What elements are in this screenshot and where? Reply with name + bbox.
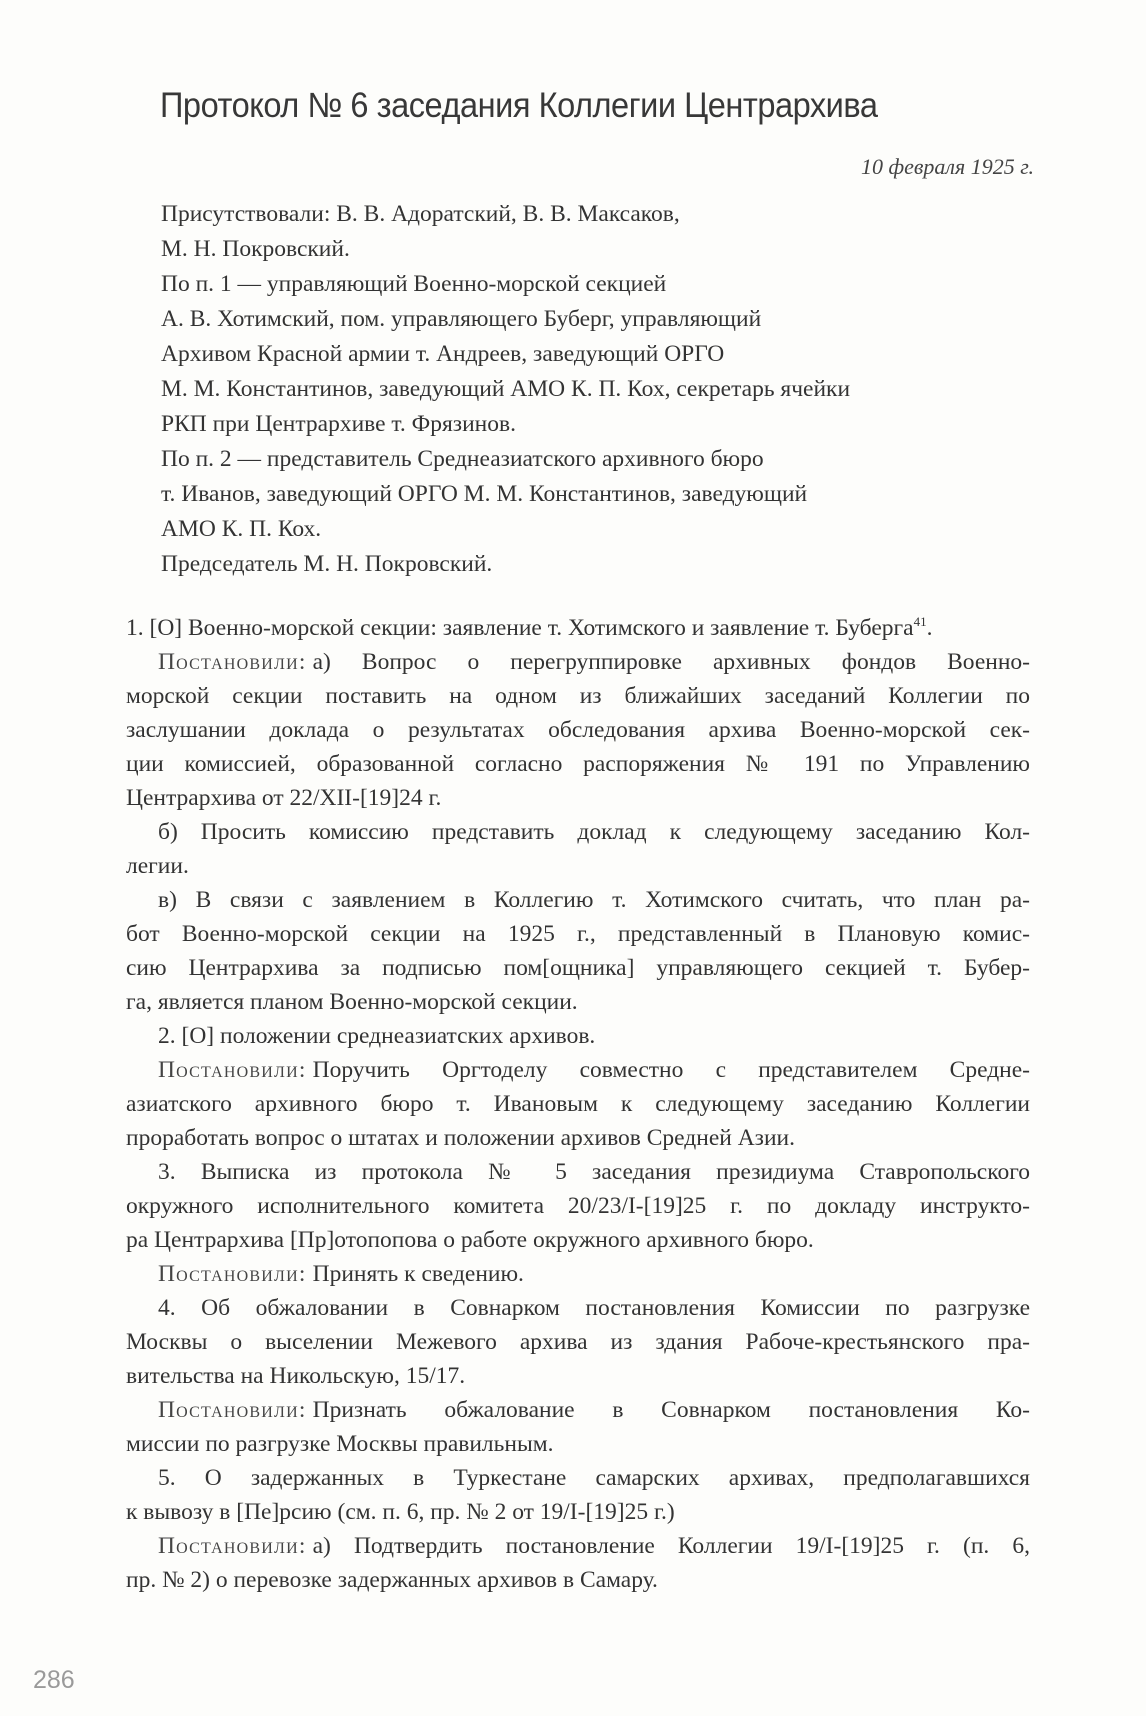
text-line xyxy=(126,1393,1030,1427)
text-line xyxy=(126,1189,1030,1223)
paragraph xyxy=(126,1393,1030,1461)
text-line xyxy=(126,1053,1030,1087)
line-text: азиатского архивного бюро т. Ивановым к следующему заседанию Коллегии xyxy=(126,1091,1030,1117)
resolution-label: Постановили: xyxy=(158,1057,307,1083)
text-line xyxy=(126,1155,1030,1189)
resolution-label: Постановили: xyxy=(158,649,307,675)
text-line xyxy=(126,645,1030,679)
line-text: в) В связи с заявлением в Коллегию т. Хотимского считать, что план ра- xyxy=(158,887,1030,913)
text-line xyxy=(126,1223,1030,1257)
paragraph xyxy=(126,611,1030,645)
line-text: Москвы о выселении Межевого архива из здания Рабоче-крестьянского пра- xyxy=(126,1329,1030,1355)
paragraph xyxy=(126,883,1030,1019)
line-text: Центрархива от 22/XII-[19]24 г. xyxy=(126,785,442,811)
line-text: морской секции поставить на одном из ближайших заседаний Коллегии по xyxy=(126,683,1030,709)
attendee-line: Председатель М. Н. Покровский. xyxy=(161,551,493,577)
line-text: 5. О задержанных в Туркестане самарских архивах, предполагавшихся xyxy=(158,1465,1030,1491)
attendee-line: АМО К. П. Кох. xyxy=(161,516,322,542)
footnote-ref: 41 xyxy=(913,614,927,630)
resolution-label: Постановили: xyxy=(158,1533,307,1559)
text-line xyxy=(126,747,1030,781)
line-text: заслушании доклада о результатах обследования архива Военно-морской сек- xyxy=(126,717,1030,743)
paragraph xyxy=(126,1461,1030,1529)
line-text: 1. [О] Военно-морской секции: заявление т. Хотимского и заявление т. Буберга xyxy=(126,615,914,641)
line-text: сию Центрархива за подписью пом[ощника] управляющего секцией т. Бубер- xyxy=(126,955,1030,981)
line-text: 2. [О] положении среднеазиатских архивов. xyxy=(158,1023,596,1049)
attendee-line: т. Иванов, заведующий ОРГО М. М. Константинов, заведующий xyxy=(161,481,808,507)
text-line xyxy=(126,1461,1030,1495)
line-text: Признать обжалование в Совнарком постановления Ко- xyxy=(312,1397,1030,1423)
line-text: пр. № 2) о перевозке задержанных архивов в Самару. xyxy=(126,1567,658,1593)
text-line xyxy=(126,849,1030,883)
resolution-label: Постановили: xyxy=(158,1397,307,1423)
attendee-line: По п. 1 — управляющий Военно-морской секцией xyxy=(161,271,667,297)
line-text: Поручить Оргтоделу совместно с представителем Средне- xyxy=(312,1057,1030,1083)
document-date: 10 февраля 1925 г. xyxy=(860,154,1034,179)
attendee-line: М. М. Константинов, заведующий АМО К. П. Кох, секретарь ячейки xyxy=(161,376,851,402)
footnote-punct: . xyxy=(926,615,933,641)
text-line xyxy=(126,713,1030,747)
text-line xyxy=(126,1019,1030,1053)
text-line xyxy=(126,1359,1030,1393)
line-text: миссии по разгрузке Москвы правильным. xyxy=(126,1431,554,1457)
text-line xyxy=(126,1257,1030,1291)
attendee-line: А. В. Хотимский, пом. управляющего Буберг, управляющий xyxy=(161,306,762,332)
text-line xyxy=(126,1121,1030,1155)
paragraph xyxy=(126,1257,1030,1291)
line-text: бот Военно-морской секции на 1925 г., представленный в Плановую комис- xyxy=(126,921,1030,947)
line-text: б) Просить комиссию представить доклад к следующему заседанию Кол- xyxy=(158,819,1030,845)
resolution-label: Постановили: xyxy=(158,1261,307,1287)
line-text: к вывозу в [Пе]рсию (см. п. 6, пр. № 2 от 19/I-[19]25 г.) xyxy=(126,1499,675,1525)
line-text: 4. Об обжаловании в Совнарком постановления Комиссии по разгрузке xyxy=(158,1295,1030,1321)
text-line xyxy=(126,611,1030,645)
text-line xyxy=(126,815,1030,849)
line-text: 3. Выписка из протокола № 5 заседания президиума Ставропольского xyxy=(158,1159,1030,1185)
line-text: легии. xyxy=(126,853,189,879)
page-number: 286 xyxy=(33,1666,75,1694)
line-text: а) Подтвердить постановление Коллегии 19/I-[19]25 г. (п. 6, xyxy=(312,1533,1030,1559)
attendee-line: По п. 2 — представитель Среднеазиатского архивного бюро xyxy=(161,446,764,472)
text-line xyxy=(126,1325,1030,1359)
line-text: Принять к сведению. xyxy=(312,1261,524,1287)
paragraph xyxy=(126,1291,1030,1393)
text-line xyxy=(126,1563,1030,1597)
line-text: проработать вопрос о штатах и положении архивов Средней Азии. xyxy=(126,1125,795,1151)
document-body xyxy=(126,611,1030,1597)
attendee-line: М. Н. Покровский. xyxy=(161,236,350,262)
line-text: ции комиссией, образованной согласно распоряжения № 191 по Управлению xyxy=(126,751,1030,777)
text-line xyxy=(126,781,1030,815)
line-text: окружного исполнительного комитета 20/23/I-[19]25 г. по докладу инструкто- xyxy=(126,1193,1030,1219)
text-line xyxy=(126,985,1030,1019)
text-line xyxy=(126,1427,1030,1461)
text-line xyxy=(126,1087,1030,1121)
text-line xyxy=(126,679,1030,713)
paragraph xyxy=(126,1019,1030,1053)
text-line xyxy=(126,917,1030,951)
paragraph xyxy=(126,1053,1030,1155)
attendee-line: Архивом Красной армии т. Андреев, заведующий ОРГО xyxy=(161,341,725,367)
text-line xyxy=(126,1495,1030,1529)
text-line xyxy=(126,1291,1030,1325)
paragraph xyxy=(126,1155,1030,1257)
line-text: ра Центрархива [Пр]отопопова о работе окружного архивного бюро. xyxy=(126,1227,814,1253)
text-line xyxy=(126,1529,1030,1563)
attendee-line: РКП при Центрархиве т. Фрязинов. xyxy=(161,411,516,437)
attendees-block xyxy=(161,197,850,582)
line-text: вительства на Никольскую, 15/17. xyxy=(126,1363,466,1389)
paragraph xyxy=(126,815,1030,883)
line-text: а) Вопрос о перегруппировке архивных фондов Военно- xyxy=(312,649,1030,675)
paragraph xyxy=(126,645,1030,815)
attendee-line: Присутствовали: В. В. Адоратский, В. В. Максаков, xyxy=(161,201,680,227)
text-line xyxy=(126,883,1030,917)
paragraph xyxy=(126,1529,1030,1597)
document-title: Протокол № 6 заседания Коллегии Центрархива xyxy=(160,86,878,125)
text-line xyxy=(126,951,1030,985)
line-text: га, является планом Военно-морской секции. xyxy=(126,989,578,1015)
